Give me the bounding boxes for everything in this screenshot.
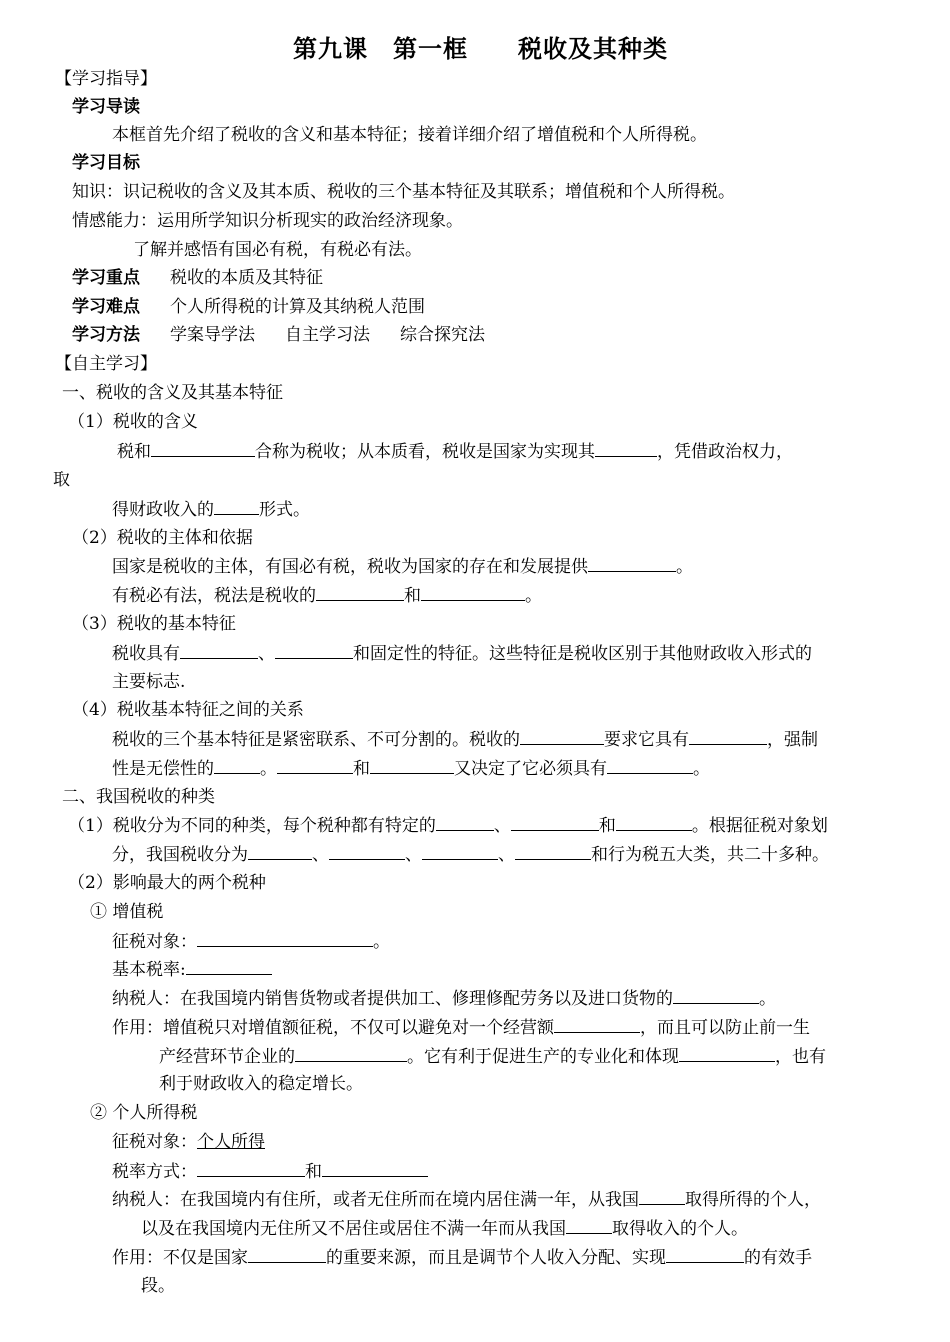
fill-blank[interactable] [370,755,454,774]
s1-p3-line1 [112,640,812,666]
fill-blank[interactable] [248,841,312,860]
pit-rate-row [112,1158,428,1184]
text: 的重要来源，而且是调节个人收入分配、实现 [326,1248,666,1268]
vat-title: ① 增值税 [90,902,164,922]
s2-p2-title: （2）影响最大的两个税种 [68,873,266,893]
intro-label: 学习导读 [72,97,140,117]
text: ，也有 [775,1047,826,1067]
intro-text: 本框首先介绍了税收的含义和基本特征；接着详细介绍了增值税和个人所得税。 [112,125,707,145]
difficult-label: 学习难点 [72,297,140,317]
s2-p1-line1 [68,812,828,838]
s1-p1-title: （1）税收的含义 [68,412,198,432]
fill-blank[interactable] [520,726,604,745]
method-label: 学习方法 [72,325,140,345]
method-item: 学案导学法 [170,325,255,345]
method-row [72,322,485,348]
vat-effect-line2 [159,1043,826,1069]
text: 、 [493,816,511,836]
text: 和 [305,1162,322,1182]
page-title: 第九课 第一框 税收及其种类 [293,34,668,63]
text: 。 [759,989,776,1009]
vat-effect-line1 [112,1014,810,1040]
s1-p1-wrap: 取 [53,470,70,490]
text: 纳税人：在我国境内销售货物或者提供加工、修理修配劳务以及进口货物的 [112,989,673,1009]
fill-blank[interactable] [277,755,353,774]
text: 。 [693,759,710,779]
pit-effect-line2: 段。 [141,1276,175,1296]
s1-p1-line2 [112,496,310,522]
text: 形式。 [259,500,310,520]
text: 。根据征税对象划 [691,816,828,836]
text: 有税必有法，税法是税收的 [112,586,316,606]
s1-p4-line1 [112,726,818,752]
goal-knowledge: 知识：识记税收的含义及其本质、税收的三个基本特征及其联系；增值税和个人所得税。 [72,182,735,202]
fill-blank[interactable] [679,1043,775,1062]
fill-blank[interactable] [421,582,525,601]
s1-p2-title: （2）税收的主体和依据 [72,528,253,548]
fill-blank[interactable] [422,841,498,860]
fill-blank[interactable] [295,1043,407,1062]
text: 作用：增值税只对增值额征税，不仅可以避免对一个经营额 [112,1018,554,1038]
fill-blank[interactable] [186,956,272,975]
fill-blank[interactable] [436,812,494,831]
text: 基本税率: [112,960,186,980]
goal-ability-2: 了解并感悟有国必有税，有税必有法。 [133,240,422,260]
vat-object-row [112,928,390,954]
fill-blank[interactable] [316,582,404,601]
pit-payer-line1 [112,1186,821,1212]
fill-blank[interactable] [180,640,258,659]
text: 。 [525,586,542,606]
text: ，而且可以防止前一生 [640,1018,810,1038]
text: 得财政收入的 [112,500,214,520]
text: 国家是税收的主体，有国必有税，税收为国家的存在和发展提供 [112,557,588,577]
key-label: 学习重点 [72,268,140,288]
fill-blank[interactable] [197,1158,305,1177]
fill-blank[interactable] [666,1244,744,1263]
fill-blank[interactable] [511,812,599,831]
text: 取得所得的个人， [685,1190,821,1210]
pit-object-value: 个人所得 [197,1132,265,1152]
text: 税率方式： [112,1162,197,1182]
text: 和 [598,816,616,836]
fill-blank[interactable] [595,438,657,457]
s1-p4-title: （4）税收基本特征之间的关系 [72,700,304,720]
text: 又决定了它必须具有 [454,759,607,779]
section-1-title: 一、税收的含义及其基本特征 [62,383,283,403]
text: 和 [404,586,421,606]
text: 作用：不仅是国家 [112,1248,248,1268]
fill-blank[interactable] [673,985,759,1004]
text: 和行为税五大类，共二十多种。 [591,845,829,865]
fill-blank[interactable] [275,640,353,659]
text: 以及在我国境内无住所又不居住或居住不满一年而从我国 [141,1219,566,1239]
text: 合称为税收；从本质看，税收是国家为实现其 [255,442,595,462]
text: 、 [312,845,329,865]
key-text: 税收的本质及其特征 [170,268,323,288]
fill-blank[interactable] [329,841,405,860]
key-point-row [72,265,323,291]
text: 。 [676,557,693,577]
text: 、 [498,845,515,865]
vat-effect-line3: 利于财政收入的稳定增长。 [159,1074,363,1094]
text: 。 [260,759,277,779]
vat-rate-row [112,956,272,982]
text: ，凭借政治权力， [657,442,793,462]
pit-payer-line2 [141,1215,748,1241]
text: 性是无偿性的 [112,759,214,779]
fill-blank[interactable] [607,755,693,774]
fill-blank[interactable] [214,496,259,515]
fill-blank[interactable] [639,1186,685,1205]
s1-p4-line2 [112,755,710,781]
goal-label: 学习目标 [72,153,140,173]
text: 征税对象： [112,1132,197,1152]
s1-p1-line1 [117,438,793,464]
text: 、 [258,644,275,664]
fill-blank[interactable] [322,1158,428,1177]
fill-blank[interactable] [566,1215,612,1234]
s2-p1-line2 [112,841,829,867]
fill-blank[interactable] [248,1244,326,1263]
guide-heading: 【学习指导】 [55,69,157,89]
fill-blank[interactable] [151,438,255,457]
text: 。它有利于促进生产的专业化和体现 [407,1047,679,1067]
fill-blank[interactable] [616,812,692,831]
method-item: 自主学习法 [285,325,370,345]
pit-effect-line1 [112,1244,812,1270]
text: 。 [373,932,390,952]
text: 取得收入的个人。 [612,1219,748,1239]
text: ，强制 [767,730,818,750]
fill-blank[interactable] [515,841,591,860]
s1-p3-line2: 主要标志. [112,672,186,692]
fill-blank[interactable] [214,755,260,774]
s1-p2-line2 [112,582,542,608]
s1-p2-line1 [112,553,693,579]
fill-blank[interactable] [689,726,767,745]
text: 要求它具有 [604,730,689,750]
fill-blank[interactable] [197,928,373,947]
pit-object-row [112,1129,265,1155]
fill-blank[interactable] [588,553,676,572]
method-item: 综合探究法 [400,325,485,345]
text: 税收的三个基本特征是紧密联系、不可分割的。税收的 [112,730,520,750]
text: 纳税人：在我国境内有住所，或者无住所而在境内居住满一年，从我国 [112,1190,639,1210]
text: 分，我国税收分为 [112,845,248,865]
text: 税收具有 [112,644,180,664]
difficult-text: 个人所得税的计算及其纳税人范围 [170,297,425,317]
text: 税和 [117,442,151,462]
difficult-point-row [72,294,425,320]
text: 、 [405,845,422,865]
text: （1）税收分为不同的种类，每个税种都有特定的 [68,816,436,836]
text: 征税对象： [112,932,197,952]
s1-p3-title: （3）税收的基本特征 [72,614,236,634]
pit-title: ② 个人所得税 [90,1103,198,1123]
fill-blank[interactable] [554,1014,640,1033]
section-2-title: 二、我国税收的种类 [62,787,215,807]
text: 和固定性的特征。这些特征是税收区别于其他财政收入形式的 [353,644,812,664]
vat-payer-row [112,985,776,1011]
self-study-heading: 【自主学习】 [55,354,157,374]
text: 和 [353,759,370,779]
text: 产经营环节企业的 [159,1047,295,1067]
text: 的有效手 [744,1248,812,1268]
goal-ability: 情感能力：运用所学知识分析现实的政治经济现象。 [72,211,463,231]
